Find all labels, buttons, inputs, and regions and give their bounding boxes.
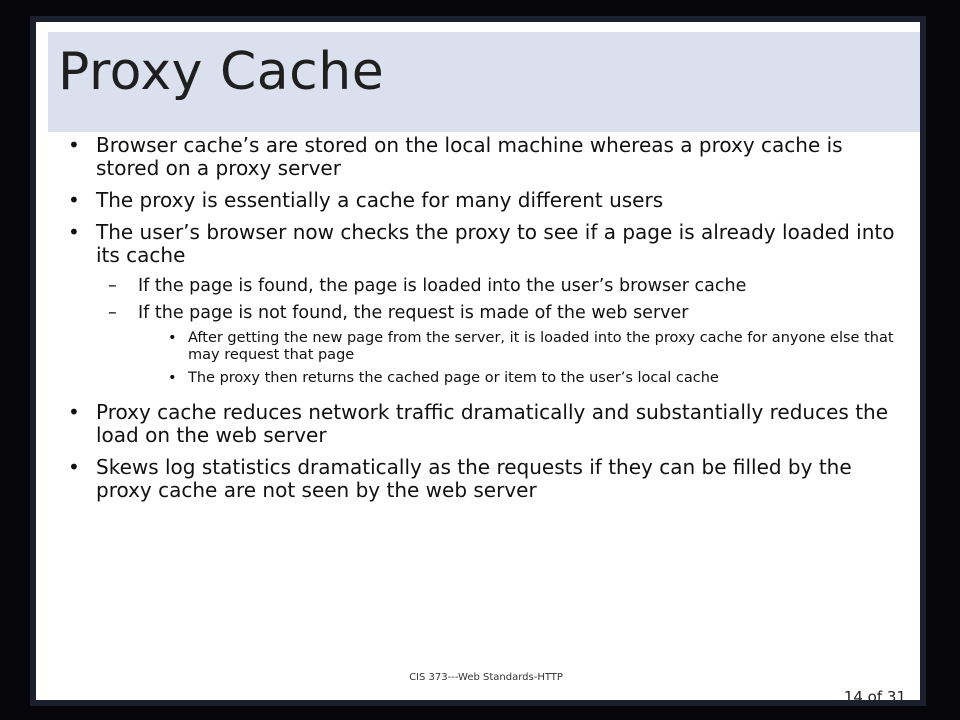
slide (30, 16, 926, 706)
bullet-text: The user’s browser now checks the proxy to see if a page is already loaded into its cache (96, 220, 895, 267)
bullet-item (66, 221, 896, 267)
sub-bullet-text: If the page is not found, the request is made of the web server (138, 303, 689, 323)
bullet-text: Browser cache’s are stored on the local machine whereas a proxy cache is stored on a proxy server (96, 133, 843, 180)
bullet-text: Proxy cache reduces network traffic dramatically and substantially reduces the load on the web server (96, 400, 889, 447)
sub-sub-bullet-text: The proxy then returns the cached page or item to the user’s local cache (188, 370, 719, 386)
sub-bullet-item (66, 303, 896, 323)
bullet-text: The proxy is essentially a cache for many different users (96, 188, 664, 212)
sub-bullet-item (66, 276, 896, 296)
bullet-marker: • (68, 400, 80, 424)
bullet-item (66, 401, 896, 447)
sub-sub-bullet-item (66, 330, 896, 364)
page-number: 14 of 31 (843, 688, 906, 706)
bullet-item (66, 456, 896, 502)
bullet-list (66, 134, 896, 511)
sub-sub-bullet-item (66, 370, 896, 387)
bullet-marker: • (168, 330, 177, 346)
sub-bullet-text: If the page is found, the page is loaded into the user’s browser cache (138, 276, 747, 296)
bullet-marker: • (68, 188, 80, 212)
bullet-marker: • (68, 220, 80, 244)
slide-title: Proxy Cache (58, 42, 385, 102)
slide-footer: CIS 373---Web Standards-HTTP (409, 672, 563, 683)
sub-sub-bullet-text: After getting the new page from the server, it is loaded into the proxy cache for anyone else that may request that page (188, 330, 894, 363)
bullet-item (66, 134, 896, 180)
bullet-text: Skews log statistics dramatically as the requests if they can be filled by the proxy cache are not seen by the web server (96, 455, 852, 502)
dash-marker: – (108, 276, 117, 296)
bullet-marker: • (168, 370, 177, 386)
bullet-marker: • (68, 455, 80, 479)
dash-marker: – (108, 303, 117, 323)
bullet-marker: • (68, 133, 80, 157)
bullet-item (66, 189, 896, 212)
